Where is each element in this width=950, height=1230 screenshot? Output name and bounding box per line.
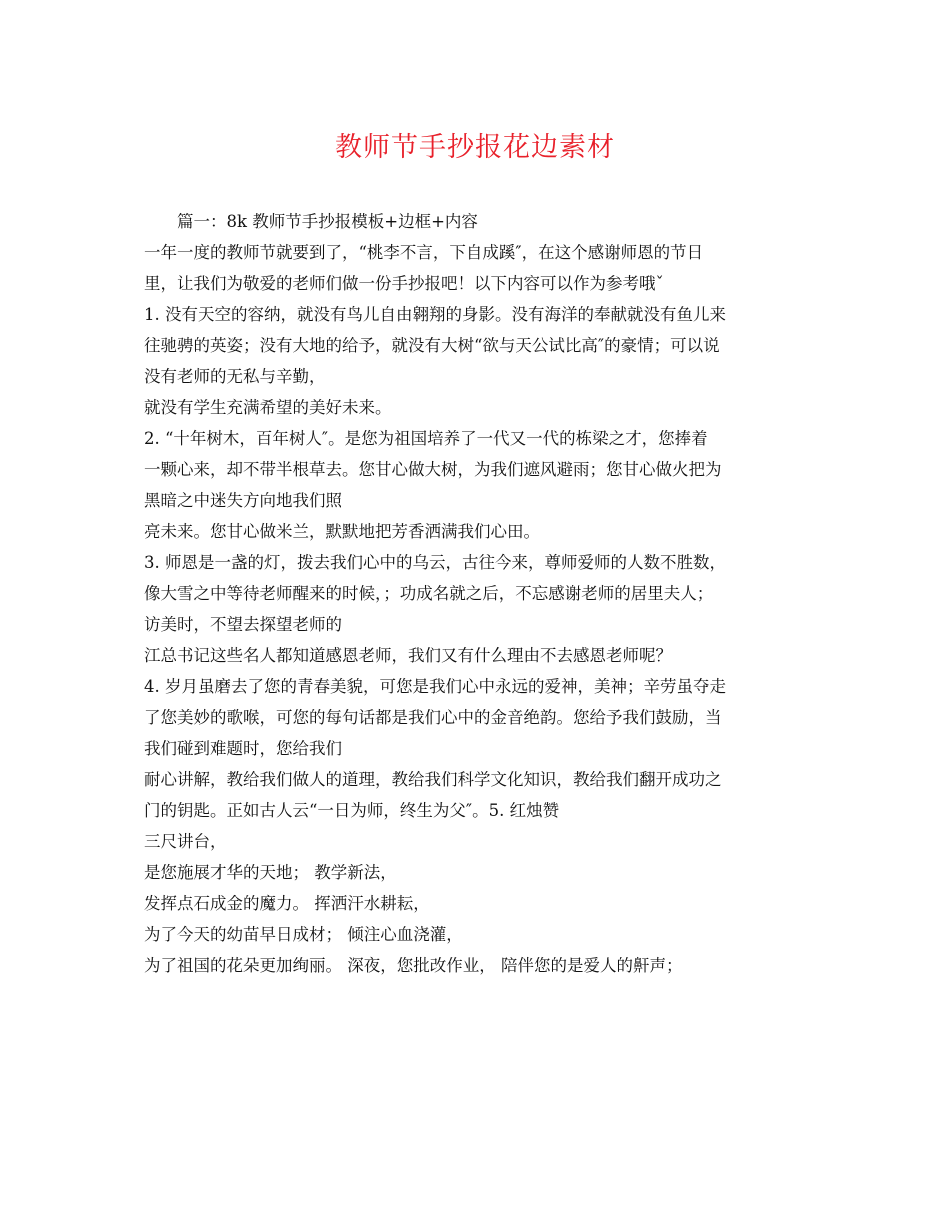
paragraph-line: 一颗心来，却不带半根草去。您甘心做大树，为我们遮风避雨；您甘心做火把为 bbox=[144, 460, 722, 479]
paragraph-line: 发挥点石成金的魔力。 挥洒汗水耕耘， bbox=[144, 894, 430, 913]
paragraph-line: 3. 师恩是一盏的灯，拨去我们心中的乌云，古往今来，尊师爱师的人数不胜数， bbox=[144, 553, 726, 572]
document-title: 教师节手抄报花边素材 bbox=[335, 132, 615, 163]
document-body bbox=[144, 206, 816, 981]
paragraph-line: 就没有学生充满希望的美好未来。 bbox=[144, 398, 392, 417]
paragraph-line: 往驰骋的英姿；没有大地的给予，就没有大树“欲与天公试比高″的豪情；可以说 bbox=[144, 336, 720, 355]
paragraph-line: 黑暗之中迷失方向地我们照 bbox=[144, 491, 342, 510]
paragraph-line: 4. 岁月虽磨去了您的青春美貌，可您是我们心中永远的爱神，美神；辛劳虽夺走 bbox=[144, 677, 726, 696]
paragraph-line: 门的钥匙。正如古人云“一日为师，终生为父″。5. 红烛赞 bbox=[144, 801, 560, 820]
paragraph-line: 没有老师的无私与辛勤， bbox=[144, 367, 326, 386]
paragraph-line: 了您美妙的歌喉，可您的每句话都是我们心中的金音绝韵。您给予我们鼓励，当 bbox=[144, 708, 722, 727]
paragraph-line: 为了祖国的花朵更加绚丽。 深夜，您批改作业， 陪伴您的是爱人的鼾声； bbox=[144, 956, 683, 975]
paragraph-line: 江总书记这些名人都知道感恩老师，我们又有什么理由不去感恩老师呢？ bbox=[144, 646, 672, 665]
paragraph-line: 一年一度的教师节就要到了，“桃李不言，下自成蹊″，在这个感谢师恩的节日 bbox=[144, 243, 704, 262]
paragraph-line: 我们碰到难题时，您给我们 bbox=[144, 739, 342, 758]
paragraph-line: 为了今天的幼苗早日成材； 倾注心血浇灌， bbox=[144, 925, 463, 944]
paragraph-line: 里，让我们为敬爱的老师们做一份手抄报吧！以下内容可以作为参考哦ˇ bbox=[144, 274, 664, 293]
paragraph-line: 像大雪之中等待老师醒来的时候，；功成名就之后，不忘感谢老师的居里夫人； bbox=[144, 584, 714, 603]
section-heading: 篇一：8k 教师节手抄报模板+边框+内容 bbox=[177, 212, 478, 231]
paragraph-line: 是您施展才华的天地； 教学新法， bbox=[144, 863, 397, 882]
paragraph-line: 1. 没有天空的容纳，就没有鸟儿自由翱翔的身影。没有海洋的奉献就没有鱼儿来 bbox=[144, 305, 726, 324]
paragraph-line: 耐心讲解，教给我们做人的道理，教给我们科学文化知识，教给我们翻开成功之 bbox=[144, 770, 722, 789]
paragraph-line: 三尺讲台， bbox=[144, 832, 227, 851]
paragraph-line: 访美时，不望去探望老师的 bbox=[144, 615, 342, 634]
paragraph-line: 2. “十年树木，百年树人″。是您为祖国培养了一代又一代的栋梁之才，您捧着 bbox=[144, 429, 708, 448]
paragraph-line: 亮未来。您甘心做米兰，默默地把芳香洒满我们心田。 bbox=[144, 522, 540, 541]
